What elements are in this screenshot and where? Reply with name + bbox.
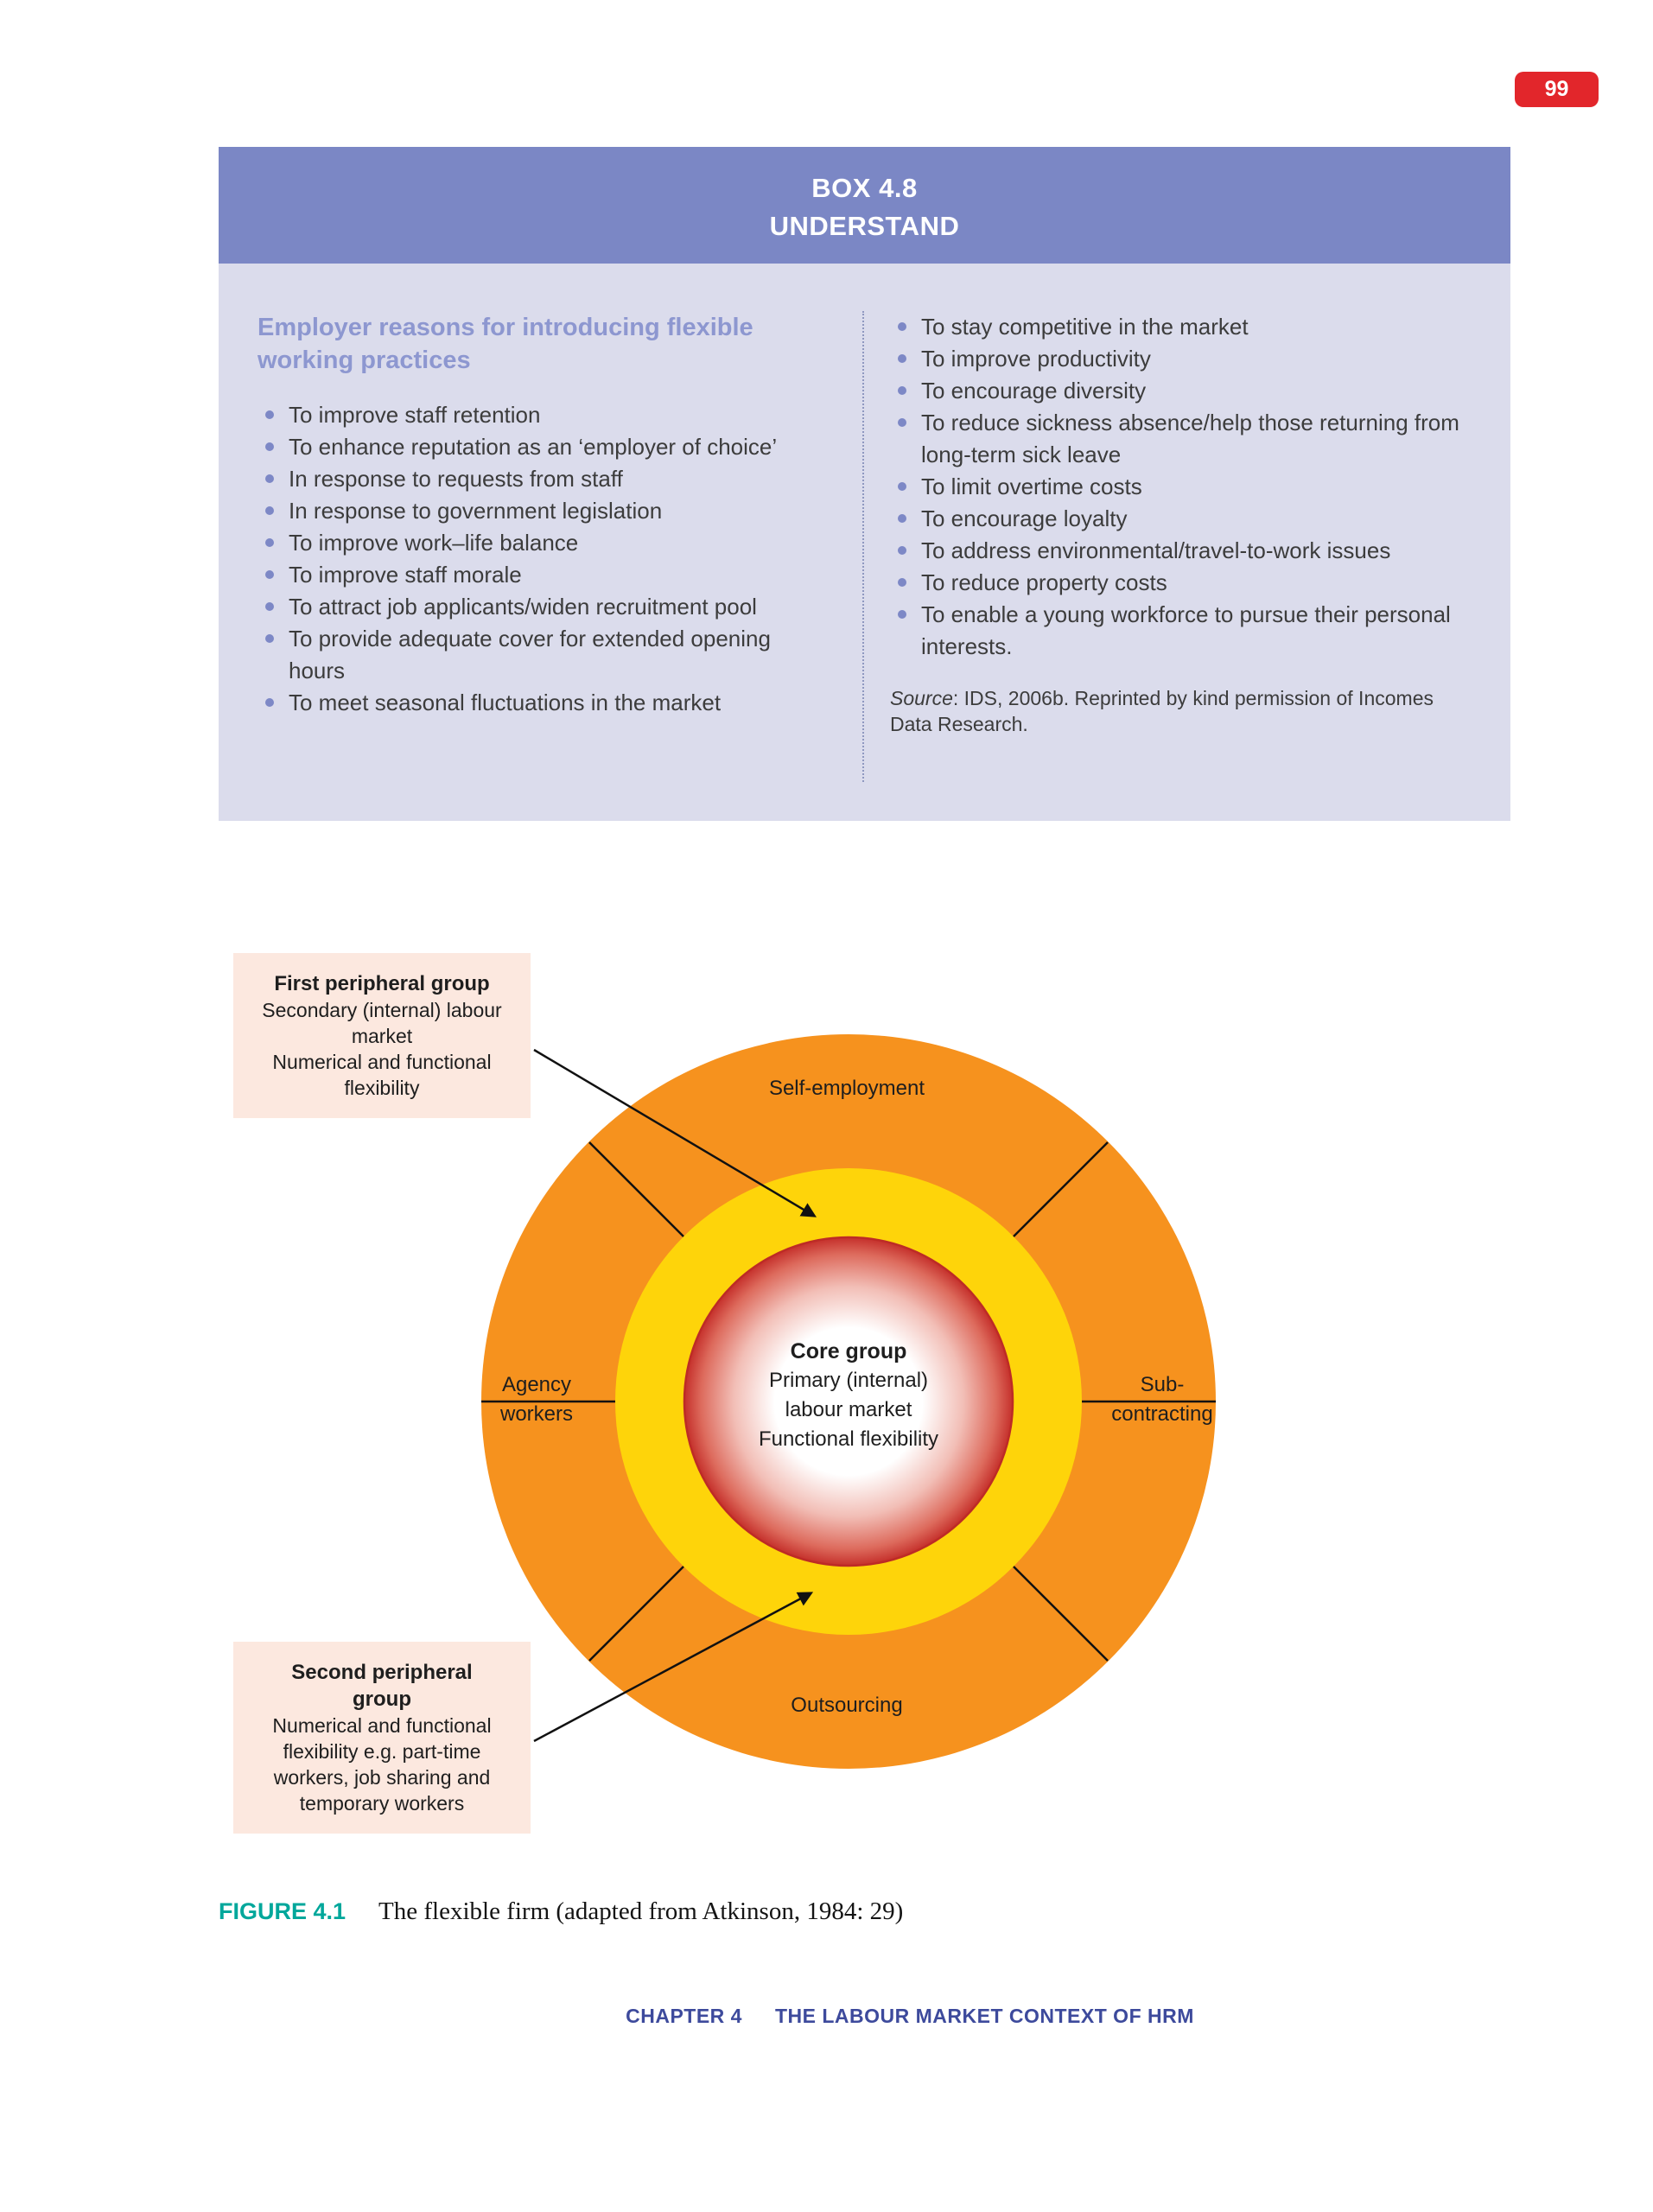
- second-peripheral-title: [247, 1659, 517, 1713]
- list-item: To encourage loyalty: [890, 503, 1469, 535]
- source-label: Source: [890, 687, 953, 709]
- list-item: In response to government legislation: [257, 495, 819, 527]
- left-column-heading: Employer reasons for introducing flexible working practices: [257, 314, 753, 374]
- list-item: To encourage diversity: [890, 375, 1469, 407]
- box-4-8: [219, 147, 1510, 821]
- list-item: To limit overtime costs: [890, 471, 1469, 503]
- list-item: To attract job applicants/widen recruitment pool: [257, 591, 819, 623]
- page-number-badge: 99: [1515, 72, 1599, 107]
- callout-text: Numerical and functional flexibility: [272, 1051, 492, 1099]
- core-group-label: [697, 1337, 1000, 1454]
- list-item: To improve productivity: [890, 343, 1469, 375]
- figure-4-1: [0, 950, 1653, 1888]
- callout-title-line: group: [353, 1688, 411, 1711]
- callout-text: Numerical and functional flexibility e.g. part-time workers, job sharing and temporary workers: [272, 1714, 492, 1815]
- first-peripheral-title: First peripheral group: [274, 972, 490, 995]
- right-bullet-list: [890, 311, 1469, 663]
- ring-label-self-employment: Self-employment: [768, 1077, 925, 1100]
- box-title-line2: UNDERSTAND: [769, 211, 960, 241]
- box-left-column: [257, 311, 862, 782]
- core-group-line: Primary (internal): [768, 1369, 929, 1392]
- first-peripheral-callout: [233, 953, 531, 1118]
- ring-label-agency-workers: [450, 1370, 623, 1429]
- core-group-title: Core group: [790, 1339, 907, 1363]
- list-item: To meet seasonal fluctuations in the market: [257, 687, 819, 719]
- callout-text: Secondary (internal) labour market: [262, 999, 502, 1047]
- ring-label-line: workers: [499, 1402, 573, 1426]
- footer-title: THE LABOUR MARKET CONTEXT OF HRM: [774, 2005, 1194, 2027]
- source-note: [890, 685, 1469, 737]
- list-item: To improve staff retention: [257, 399, 819, 431]
- ring-label-sub-contracting: [1071, 1370, 1253, 1429]
- box-body: [219, 264, 1510, 821]
- figure-caption-label: FIGURE 4.1: [219, 1898, 346, 1924]
- ring-label-line: Agency: [501, 1373, 572, 1396]
- ring-label-line: contracting: [1111, 1402, 1213, 1426]
- list-item: To stay competitive in the market: [890, 311, 1469, 343]
- figure-caption: [219, 1897, 903, 1926]
- box-right-column: [862, 311, 1476, 782]
- list-item: To enable a young workforce to pursue their personal interests.: [890, 599, 1469, 663]
- list-item: To reduce property costs: [890, 567, 1469, 599]
- list-item: To improve work–life balance: [257, 527, 819, 559]
- list-item: To reduce sickness absence/help those returning from long-term sick leave: [890, 407, 1469, 471]
- core-group-line: labour market: [785, 1398, 912, 1421]
- second-peripheral-callout: [233, 1642, 531, 1834]
- callout-title-line: Second peripheral: [291, 1661, 473, 1684]
- source-text: : IDS, 2006b. Reprinted by kind permission of Incomes Data Research.: [890, 687, 1434, 735]
- box-title-line1: BOX 4.8: [811, 173, 918, 203]
- list-item: To improve staff morale: [257, 559, 819, 591]
- footer-chapter: CHAPTER 4: [626, 2005, 742, 2027]
- list-item: In response to requests from staff: [257, 463, 819, 495]
- ring-label-outsourcing: Outsourcing: [791, 1694, 903, 1717]
- figure-caption-text: The flexible firm (adapted from Atkinson, 1984: 29): [378, 1897, 904, 1925]
- list-item: To provide adequate cover for extended opening hours: [257, 623, 819, 687]
- list-item: To address environmental/travel-to-work issues: [890, 535, 1469, 567]
- ring-label-line: Sub-: [1140, 1373, 1185, 1396]
- left-bullet-list: [257, 399, 819, 719]
- core-group-line: Functional flexibility: [758, 1427, 939, 1451]
- page-footer: [219, 2005, 1601, 2028]
- list-item: To enhance reputation as an ‘employer of choice’: [257, 431, 819, 463]
- box-header: [219, 147, 1510, 264]
